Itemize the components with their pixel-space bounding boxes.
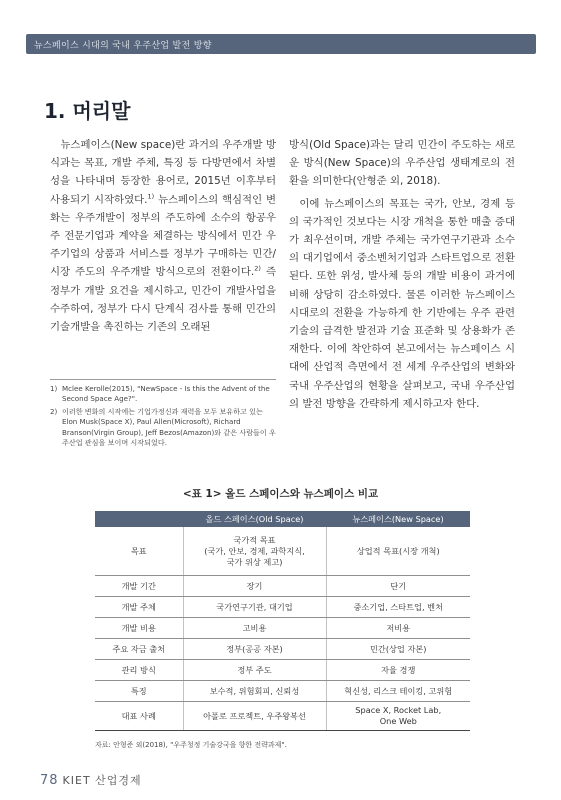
table-row (95, 702, 470, 731)
body-text: 즉 정부가 개발 요건을 제시하고, 민간이 개발사업을 수주하여, 정부가 다시 단계식 검사를 통해 민간의 기술개발을 촉진하는 기존의 오래된 (50, 266, 277, 334)
footnote (50, 407, 278, 449)
body-paragraph: 이에 뉴스페이스의 목표는 국가, 안보, 경제 등의 국가적인 것보다는 시장 개척을 통한 매출 증대가 최우선이며, 개발 주체는 국가연구기관과 소수의 대기업에서 중소벤처기업과 스타트업으로 전환된다. 또한 위성, 발사체 등의 개발 비용이 과거에 비해 상당히 감소하였다. 물론 이러한 뉴스페이스 시대로의 전환을 가능하게 한 기반에는 우주 관련 기술의 급격한 발전과 기술 표준화 및 상용화가 존재한다. 이에 착안하여 본고에서는 뉴스페이스 시대에 산업적 측면에서 전 세계 우주산업의 변화와 국내 우주산업의 현황을 살펴보고, 국내 우주산업의 발전 방향을 간략하게 제시하고자 한다. (289, 197, 515, 410)
footnote-number: 2) (50, 406, 58, 416)
body-column-left (50, 136, 276, 336)
table-cell-label: 개발 기간 (95, 576, 183, 597)
table-header-cell (95, 511, 183, 527)
body-text: 뉴스페이스의 핵심적인 변화는 우주개발이 정부의 주도하에 소수의 항공우주 전문기업과 계약을 체결하는 방식에서 민간 우주기업의 상품과 서비스를 정부가 구매하는 민간/시장 주도의 우주개발 방식으로의 전환이다. (50, 193, 276, 279)
table-cell-old: 보수적, 위험회피, 신뢰성 (183, 681, 326, 702)
table-cell-new: 저비용 (326, 618, 470, 639)
body-column-right (289, 136, 515, 413)
table-cell-label: 관리 방식 (95, 660, 183, 681)
table-row (95, 639, 470, 660)
table-row (95, 576, 470, 597)
body-text: 뉴스페이스(New space)란 과거의 우주개발 방식과는 목표, 개발 주체, 특징 등 다방면에서 차별성을 나타내며 등장한 용어로, 2015년 이후부터 사용되기 시작하였다. (50, 139, 276, 206)
table-cell-new: 단기 (326, 576, 470, 597)
table-cell-label: 개발 비용 (95, 618, 183, 639)
footnote-ref: 1) (147, 192, 155, 201)
table-row (95, 660, 470, 681)
table-cell-old: 고비용 (183, 618, 326, 639)
table-cell-new: 자율 경쟁 (326, 660, 470, 681)
table-caption: <표 1> 올드 스페이스와 뉴스페이스 비교 (182, 488, 379, 500)
footnote (50, 384, 278, 405)
table-cell-new: 중소기업, 스타트업, 벤처 (326, 597, 470, 618)
table-cell-label: 개발 주체 (95, 597, 183, 618)
table-row (95, 527, 470, 576)
body-paragraph (50, 136, 276, 336)
table-cell-new: 민간(상업 자본) (326, 639, 470, 660)
table-cell-label: 목표 (95, 527, 183, 576)
table-cell-old: 국가연구기관, 대기업 (183, 597, 326, 618)
table-cell-old: 정부(공공 자본) (183, 639, 326, 660)
footnote-number: 1) (50, 384, 58, 393)
table-cell-label: 주요 자금 출처 (95, 639, 183, 660)
table-cell-old: 정부 주도 (183, 660, 326, 681)
footnotes (50, 384, 278, 450)
page-number: 78 (40, 773, 59, 788)
table-cell-new: 혁신성, 리스크 테이킹, 고위험 (326, 681, 470, 702)
table-cell-old: 국가적 목표 (국가, 안보, 경제, 과학지식, 국가 위상 제고) (183, 527, 326, 576)
table-source: 자료: 안형준 외(2018), "우주청정 기술강국을 향한 전략과제". (95, 741, 287, 749)
footnote-ref: 2) (254, 264, 261, 273)
table-cell-label: 특징 (95, 681, 183, 702)
footnote-divider (50, 379, 276, 380)
table-row (95, 681, 470, 702)
body-paragraph: 방식(Old Space)과는 달리 민간이 주도하는 새로운 방식(New Space)의 우주산업 생태계로의 전환을 의미한다(안형준 외, 2018). (289, 139, 515, 188)
table-cell-old: 아폴로 프로젝트, 우주왕복선 (183, 702, 326, 731)
table-cell-old: 장기 (183, 576, 326, 597)
table-cell-new: 상업적 목표(시장 개척) (326, 527, 470, 576)
footnote-text: 이러한 변화의 시작에는 기업가정신과 재력을 모두 보유하고 있는 Elon Musk(Space X), Paul Allen(Microsoft), Richard Branson(Virgin Group), Jeff Bezos(Amazon)와 같은 사람들이 우주산업 관심을 보이며 시작되었다. (62, 406, 276, 448)
running-title: 뉴스페이스 시대의 국내 우주산업 발전 방향 (34, 41, 212, 51)
table-header-cell: 뉴스페이스(New Space) (326, 511, 470, 527)
table-header-row (95, 511, 470, 527)
table-cell-label: 대표 사례 (95, 702, 183, 731)
page-footer (40, 772, 142, 788)
footnote-text: Mclee Kerolle(2015), "NewSpace - Is this the Advent of the Second Space Age?". (62, 384, 270, 404)
table-cell-new: Space X, Rocket Lab, One Web (326, 702, 470, 731)
table-header-cell: 올드 스페이스(Old Space) (183, 511, 326, 527)
table-row (95, 597, 470, 618)
publication-name: KIET 산업경제 (62, 774, 142, 787)
comparison-table (95, 511, 470, 731)
section-title: 1. 머리말 (44, 99, 131, 123)
table-row (95, 618, 470, 639)
